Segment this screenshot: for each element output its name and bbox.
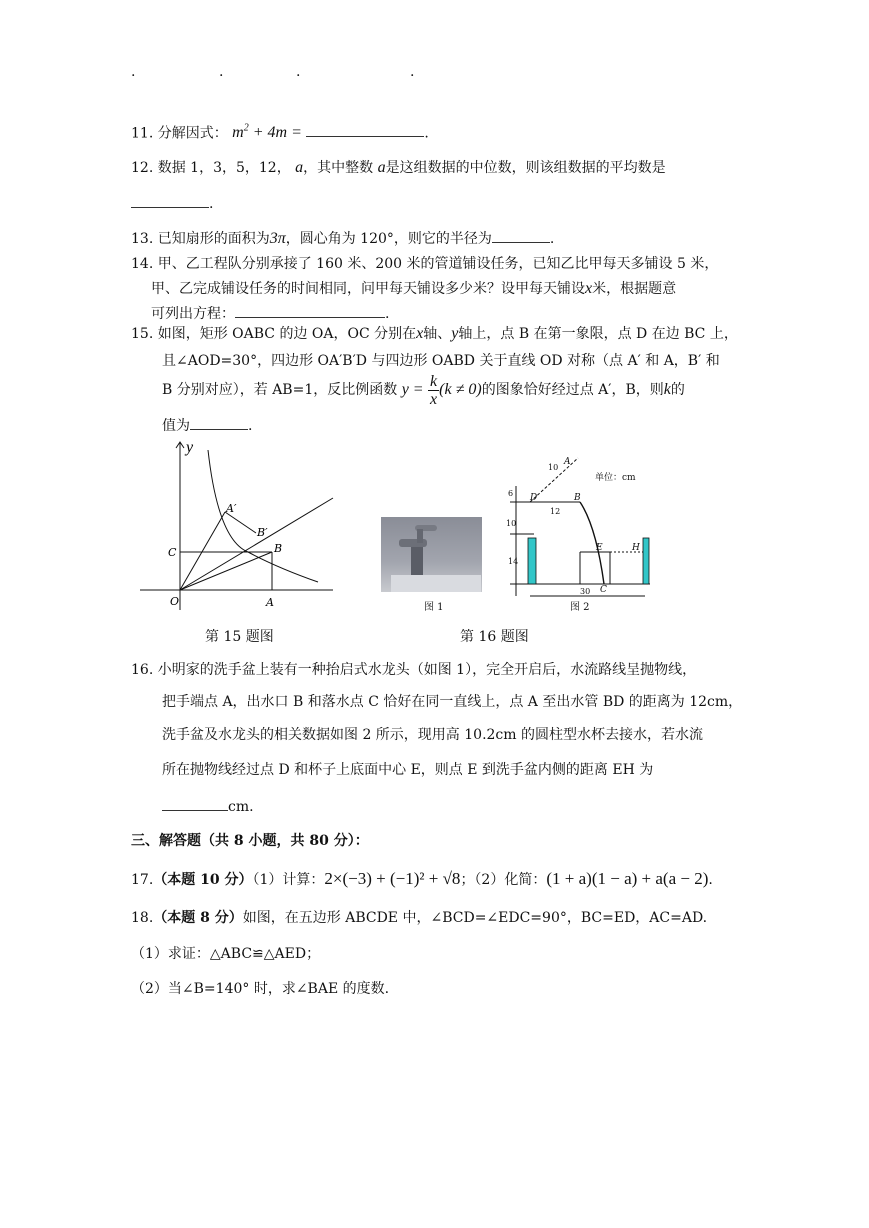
question-14-line3: 可列出方程： .: [151, 303, 389, 323]
hyperbola-curve: [208, 450, 318, 582]
question-15-line3: B 分别对应），若 AB=1，反比例函数 y = $\frac{k}{x}$ (k ≠ 0)的图象恰好经过点 A′，B，则k的: [162, 372, 685, 408]
question-16: 16. 小明家的洗手盆上装有一种抬启式水龙头（如图 1），完全开启后，水流路线呈抛物线，: [131, 662, 697, 678]
answer-blank[interactable]: [131, 193, 209, 208]
figure-1-label: 图 1: [424, 602, 444, 613]
label-y: y: [186, 440, 194, 456]
line-a-prime-b-prime: [225, 512, 256, 533]
svg-text:12: 12: [550, 507, 561, 516]
question-text: 分解因式：: [157, 125, 228, 142]
label-a-prime: A′: [226, 502, 237, 515]
question-14: 14. 甲、乙工程队分别承接了 160 米、200 米的管道铺设任务，已知乙比甲每天多铺设 5 米，: [131, 256, 719, 272]
math-expression: $m^2 + 4m$ =: [232, 123, 302, 142]
header-dot: .: [219, 64, 224, 80]
question-15-line4: 值为 .: [162, 415, 252, 435]
question-17: 17.（本题 10 分）（1）计算：2×(−3) + (−1)² + √8；（2）化简：(1 + a)(1 − a) + a(a − 2).: [131, 869, 713, 888]
unit-label: 单位：cm: [595, 473, 636, 483]
section-3-heading: 三、解答题（共 8 小题，共 80 分）：: [131, 833, 369, 849]
question-16-line4: 所在抛物线经过点 D 和杯子上底面中心 E，则点 E 到洗手盆内侧的距离 EH 为: [162, 762, 654, 778]
question-15-line2: 且∠AOD=30°，四边形 OA′B′D 与四边形 OABD 关于直线 OD 对称（点 A′ 和 A，B′ 和: [162, 353, 720, 369]
question-16-line2: 把手端点 A，出水口 B 和落水点 C 恰好在同一直线上，点 A 至出水管 BD 的距离为 12cm，: [162, 694, 743, 710]
label-c: C: [168, 546, 177, 559]
question-18: 18.（本题 8 分）如图，在五边形 ABCDE 中，∠BCD=∠EDC=90°，BC=ED，AC=AD.: [131, 910, 708, 926]
math-expression: (1 + a)(1 − a) + a(a − 2): [546, 869, 709, 888]
answer-blank[interactable]: [492, 228, 550, 243]
question-12-line2: .: [131, 193, 213, 213]
question-16-line5: cm.: [162, 796, 254, 816]
label-o: O: [170, 595, 180, 608]
svg-text:A: A: [564, 457, 571, 467]
answer-blank[interactable]: [235, 303, 385, 318]
answer-blank[interactable]: [190, 415, 248, 430]
fraction-k-over-x: $\frac{k}{x}$: [430, 372, 438, 408]
svg-text:E: E: [596, 543, 603, 553]
svg-text:10: 10: [506, 519, 517, 528]
header-dot: .: [410, 64, 415, 80]
label-b-prime: B′: [257, 526, 268, 539]
svg-text:6: 6: [508, 489, 514, 498]
answer-blank[interactable]: [306, 122, 424, 137]
question-18-part2: （2）当∠B=140° 时，求∠BAE 的度数.: [131, 981, 390, 997]
question-14-line2: 甲、乙完成铺设任务的时间相同，问甲每天铺设多少米？设甲每天铺设x米，根据题意: [151, 280, 677, 297]
question-13: 13. 已知扇形的面积为3π，圆心角为 120°，则它的半径为 .: [131, 230, 555, 247]
math-expression: 2×(−3) + (−1)² + √8: [324, 869, 461, 888]
question-number: 12.: [131, 160, 154, 176]
line-od: [180, 498, 333, 590]
question-number: 11.: [131, 125, 154, 142]
header-dot: .: [296, 64, 301, 80]
question-18-part1: （1）求证：△ABC≌△AED；: [131, 946, 321, 962]
question-12: 12. 数据 1，3，5，12， a，其中整数 a是这组数据的中位数，则该组数据的平均数是: [131, 159, 666, 176]
figure-16-diagram: [500, 456, 665, 606]
svg-text:10: 10: [548, 463, 559, 472]
svg-text:30: 30: [580, 587, 591, 596]
svg-text:C: C: [600, 585, 607, 595]
svg-text:H: H: [632, 543, 640, 553]
faucet-icon: [381, 517, 482, 592]
question-15: 15. 如图，矩形 OABC 的边 OA，OC 分别在x轴、y轴上，点 B 在第一象限，点 D 在边 BC 上，: [131, 325, 738, 342]
figure-15-caption: 第 15 题图: [205, 629, 274, 645]
question-16-line3: 洗手盆及水龙头的相关数据如图 2 所示，现用高 10.2cm 的圆柱型水杯去接水，若水流: [162, 727, 703, 743]
figure-16-caption: 第 16 题图: [460, 629, 529, 645]
label-a: A: [266, 596, 274, 609]
line-ob: [180, 552, 272, 590]
svg-text:D: D: [530, 493, 538, 503]
label-b: B: [274, 542, 283, 555]
svg-text:B: B: [574, 493, 581, 503]
faucet-photo: [381, 517, 482, 592]
cup-left: [528, 538, 536, 584]
header-dot: .: [131, 64, 136, 80]
figure-15: [138, 440, 338, 615]
cup-right: [643, 538, 649, 584]
question-11: 11. 分解因式： $m^2 + 4m$ = .: [131, 123, 429, 142]
figure-2-label: 图 2: [570, 602, 590, 613]
svg-text:14: 14: [508, 557, 519, 566]
answer-blank[interactable]: [162, 796, 228, 811]
line-oa-prime: [180, 512, 225, 590]
